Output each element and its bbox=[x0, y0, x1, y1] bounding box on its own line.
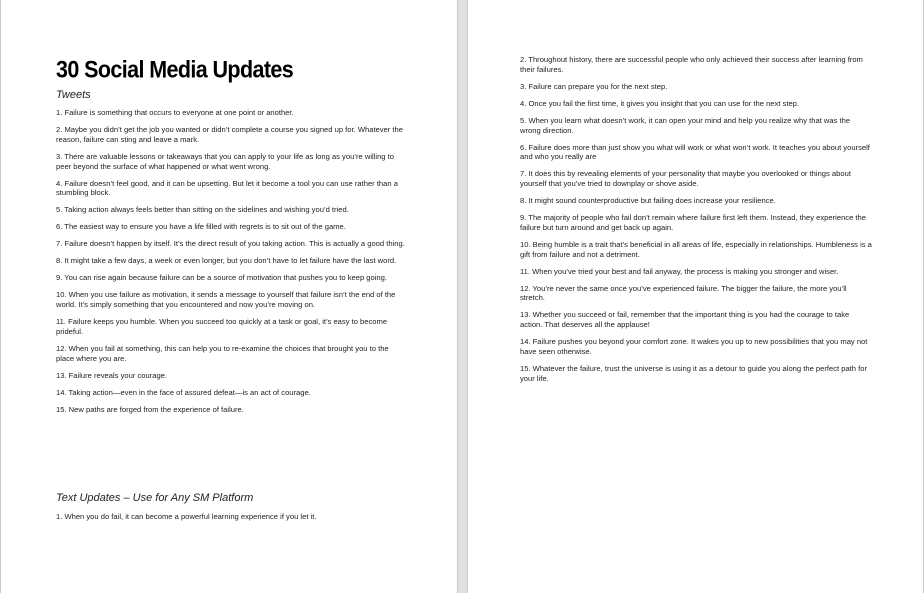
list-item: 13. Whether you succeed or fail, remember that the important thing is you had the courage to take action. That deserves all the applause! bbox=[520, 310, 850, 330]
text-updates-list-page-1 bbox=[56, 512, 406, 529]
list-item: 7. Failure doesn’t happen by itself. It’s the direct result of you taking action. This is actually a good thing. bbox=[56, 239, 405, 249]
list-item: 9. You can rise again because failure can be a source of motivation that pushes you to keep going. bbox=[56, 273, 387, 283]
list-item: 7. It does this by revealing elements of your personality that maybe you overlooked or things about yourself that you’ve tried to downplay or shove aside. bbox=[520, 169, 851, 189]
page-1 bbox=[0, 0, 458, 593]
text-updates-list-page-2 bbox=[520, 55, 872, 391]
list-item: 4. Once you fail the first time, it gives you insight that you can use for the next step. bbox=[520, 98, 800, 108]
list-item: 1. Failure is something that occurs to everyone at one point or another. bbox=[56, 108, 294, 117]
list-item: 11. When you’ve tried your best and fail anyway, the process is making you stronger and wiser. bbox=[520, 266, 839, 276]
list-item: 15. New paths are forged from the experience of failure. bbox=[56, 404, 244, 414]
list-item: 3. There are valuable lessons or takeaways that you can apply to your life as long as you’re willing to peer beyond the surface of what happened or what went wrong. bbox=[56, 151, 394, 171]
list-item: 9. The majority of people who fail don’t remain where failure first left them. Instead, they experience the failure but turn around and get back up again. bbox=[520, 213, 866, 232]
list-item: 14. Failure pushes you beyond your comfort zone. It wakes you up to new possibilities that you may not have seen otherwise. bbox=[520, 337, 868, 356]
document-title: 30 Social Media Updates bbox=[56, 56, 294, 83]
list-item: 3. Failure can prepare you for the next step. bbox=[520, 81, 668, 91]
list-item: 10. Being humble is a trait that’s beneficial in all areas of life, especially in relationships. Humbleness is a gift from failure and not a detriment. bbox=[520, 239, 872, 259]
list-item: 6. Failure does more than just show you what will work or what won’t work. It teaches you about yourself and who you really are bbox=[520, 142, 870, 162]
list-item: 1. When you do fail, it can become a powerful learning experience if you let it. bbox=[56, 512, 317, 521]
tweets-list bbox=[56, 108, 406, 422]
list-item: 2. Maybe you didn’t get the job you wanted or didn’t complete a course you signed up for. Whatever the reason, failure can sting and leave a mark. bbox=[56, 124, 403, 144]
list-item: 15. Whatever the failure, trust the universe is using it as a detour to guide you along the perfect path for your life. bbox=[520, 363, 867, 383]
list-item: 8. It might sound counterproductive but failing does increase your resilience. bbox=[520, 196, 776, 206]
tweets-heading: Tweets bbox=[56, 89, 91, 101]
list-item: 8. It might take a few days, a week or even longer, but you don’t have to let failure have the last word. bbox=[56, 256, 397, 266]
list-item: 11. Failure keeps you humble. When you succeed too quickly at a task or goal, it’s easy to become prideful. bbox=[56, 317, 388, 336]
list-item: 10. When you use failure as motivation, it sends a message to yourself that failure isn’t the end of the world. It’s simply something that you encountered and now you’re moving on. bbox=[56, 290, 396, 310]
list-item: 2. Throughout history, there are successful people who only achieved their success after learning from their failures. bbox=[520, 55, 863, 74]
list-item: 13. Failure reveals your courage. bbox=[56, 370, 168, 380]
list-item: 4. Failure doesn’t feel good, and it can be upsetting. But let it become a tool you can use rather than a stumbling block. bbox=[56, 178, 398, 198]
list-item: 14. Taking action—even in the face of assured defeat—is an act of courage. bbox=[56, 387, 311, 397]
list-item: 12. You’re never the same once you’ve experienced failure. The bigger the failure, the more you’ll stretch. bbox=[520, 283, 847, 303]
list-item: 6. The easiest way to ensure you have a life filled with regrets is to sit out of the game. bbox=[56, 222, 346, 232]
list-item: 12. When you fail at something, this can help you to re-examine the choices that brought you to the place where you are. bbox=[56, 343, 389, 363]
list-item: 5. Taking action always feels better than sitting on the sidelines and wishing you’d tried. bbox=[56, 205, 349, 215]
list-item: 5. When you learn what doesn’t work, it can open your mind and help you realize why that was the wrong direction. bbox=[520, 115, 851, 135]
text-updates-heading: Text Updates – Use for Any SM Platform bbox=[56, 492, 254, 504]
